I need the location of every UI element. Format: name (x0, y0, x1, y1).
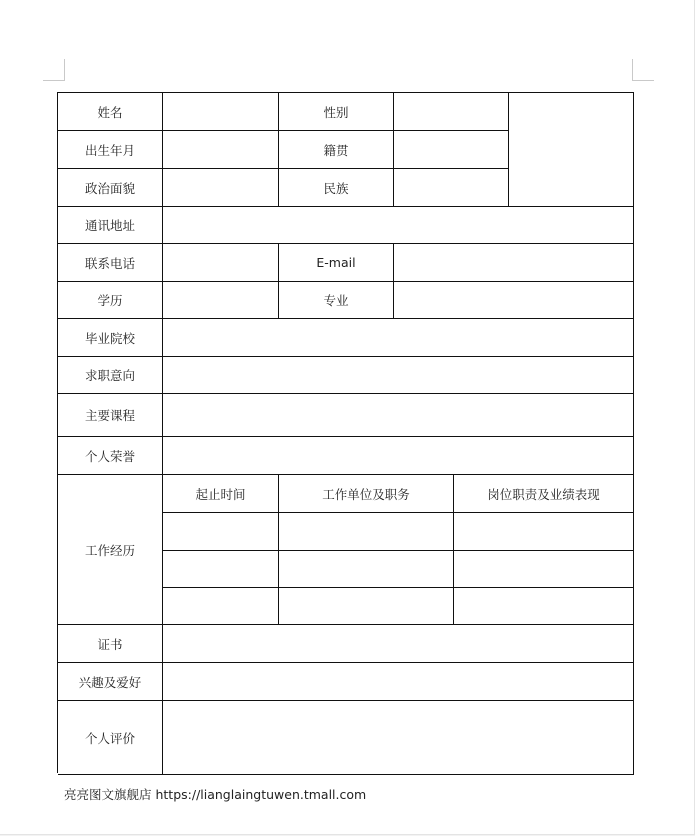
work-header-duties: 岗位职责及业绩表现 (454, 475, 634, 513)
footer-store-text: 亮亮图文旗舰店 https://lianglaingtuwen.tmall.com (64, 787, 367, 802)
gender-label: 性别 (279, 93, 394, 131)
courses-field[interactable] (163, 394, 634, 437)
evaluation-field[interactable] (163, 701, 634, 775)
intention-label: 求职意向 (58, 357, 163, 394)
work-row-3-period[interactable] (163, 588, 279, 625)
honors-label: 个人荣誉 (58, 437, 163, 475)
birth-field[interactable] (163, 131, 279, 169)
crop-mark-top-left (43, 59, 65, 81)
phone-label: 联系电话 (58, 244, 163, 282)
birth-label: 出生年月 (58, 131, 163, 169)
education-field[interactable] (163, 282, 279, 319)
political-field[interactable] (163, 169, 279, 207)
hobbies-label: 兴趣及爱好 (58, 663, 163, 701)
work-label: 工作经历 (58, 475, 163, 625)
major-label: 专业 (279, 282, 394, 319)
work-row-1-period[interactable] (163, 513, 279, 551)
work-row-1-duties[interactable] (454, 513, 634, 551)
work-row-3-duties[interactable] (454, 588, 634, 625)
crop-mark-top-right (632, 59, 654, 81)
major-field[interactable] (394, 282, 634, 319)
work-row-2-duties[interactable] (454, 551, 634, 588)
school-label: 毕业院校 (58, 319, 163, 357)
education-label: 学历 (58, 282, 163, 319)
courses-label: 主要课程 (58, 394, 163, 437)
origin-field[interactable] (394, 131, 509, 169)
work-row-2-period[interactable] (163, 551, 279, 588)
work-header-period: 起止时间 (163, 475, 279, 513)
ethnicity-field[interactable] (394, 169, 509, 207)
political-label: 政治面貌 (58, 169, 163, 207)
email-label: E-mail (279, 244, 394, 282)
name-label: 姓名 (58, 93, 163, 131)
gender-field[interactable] (394, 93, 509, 131)
certificate-label: 证书 (58, 625, 163, 663)
honors-field[interactable] (163, 437, 634, 475)
evaluation-label: 个人评价 (58, 701, 163, 775)
work-row-2-employer[interactable] (279, 551, 454, 588)
address-field[interactable] (163, 207, 634, 244)
intention-field[interactable] (163, 357, 634, 394)
phone-field[interactable] (163, 244, 279, 282)
email-field[interactable] (394, 244, 634, 282)
hobbies-field[interactable] (163, 663, 634, 701)
photo-cell[interactable] (509, 93, 634, 207)
address-label: 通讯地址 (58, 207, 163, 244)
school-field[interactable] (163, 319, 634, 357)
ethnicity-label: 民族 (279, 169, 394, 207)
resume-table (57, 92, 634, 773)
name-field[interactable] (163, 93, 279, 131)
work-row-3-employer[interactable] (279, 588, 454, 625)
origin-label: 籍贯 (279, 131, 394, 169)
work-header-employer: 工作单位及职务 (279, 475, 454, 513)
certificate-field[interactable] (163, 625, 634, 663)
work-row-1-employer[interactable] (279, 513, 454, 551)
